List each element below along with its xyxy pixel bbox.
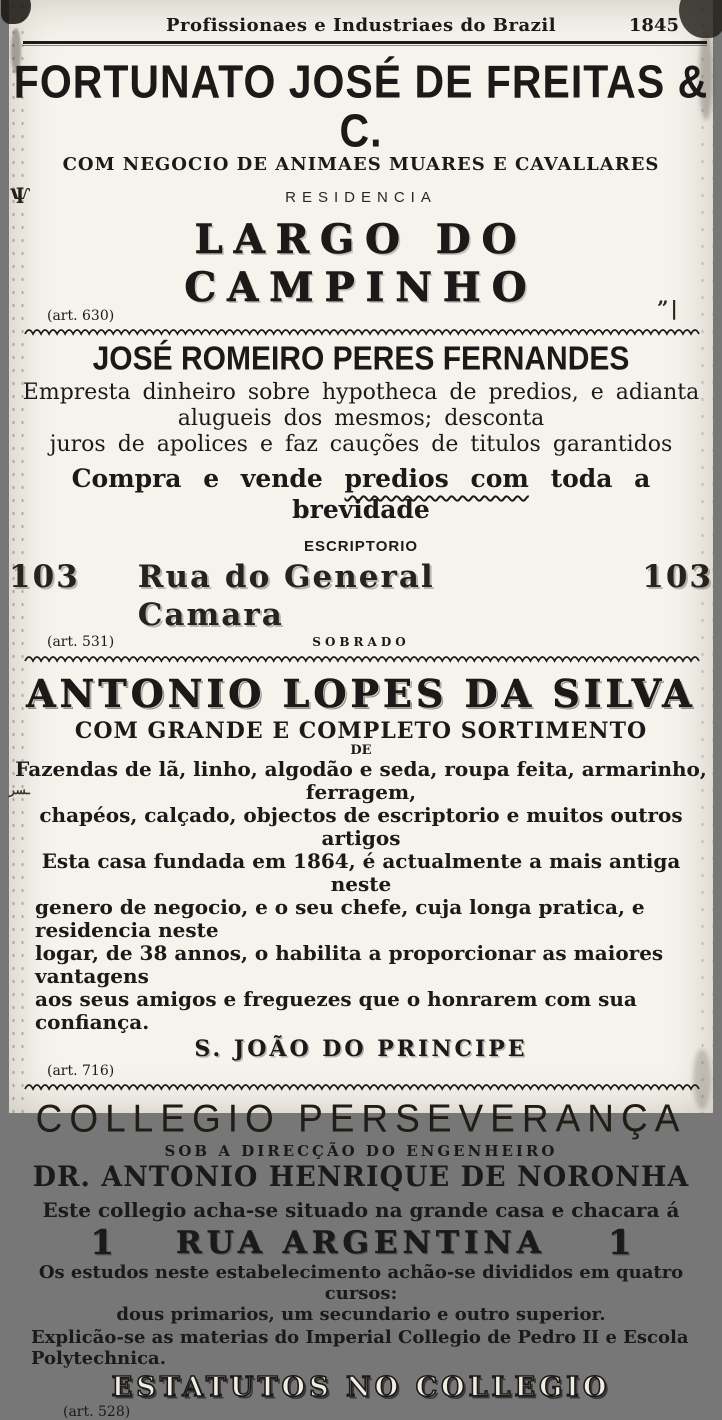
ad-address: LARGO DO CAMPINHO xyxy=(184,216,538,311)
street-number-left: 103 xyxy=(9,559,80,595)
page-header xyxy=(9,0,713,44)
scan-artifact-quote: ”| xyxy=(657,296,680,320)
office-label: ESCRIPTORIO xyxy=(303,538,419,555)
ad-body-line: Empresta dinheiro sobre hypotheca de predios, e adianta xyxy=(22,380,700,405)
residencia-label: RESIDENCIA xyxy=(285,189,437,206)
wavy-divider xyxy=(25,654,699,663)
ad-subtitle: COM GRANDE E COMPLETO SORTIMENTO xyxy=(74,718,648,744)
highlight-underlined: predios com xyxy=(344,464,529,493)
art-number: (art. 716) xyxy=(47,1063,115,1079)
footer-banner: ESTATUTOS NO COLLEGIO xyxy=(111,1372,611,1403)
art-sobrado-row xyxy=(9,634,713,651)
ad-body-line: Esta casa fundada em 1864, é actualmente a mais antiga neste xyxy=(41,849,681,896)
art-number: (art. 528) xyxy=(63,1404,131,1420)
ad-title: FORTUNATO JOSÉ DE FREITAS & C. xyxy=(13,55,709,157)
page-number: 1845 xyxy=(628,15,679,36)
highlight-pre: Compra e vende xyxy=(71,464,345,493)
ad-collegio xyxy=(9,1098,713,1420)
ad-body-line: dous primarios, um secundario e outro superior. xyxy=(116,1304,606,1325)
ad-highlight-line xyxy=(9,463,713,525)
ad-body-line: aos seus amigos e freguezes que o honrarem com sua confiança. xyxy=(35,987,637,1034)
street-number-right: 1 xyxy=(607,1223,632,1263)
ad-body-line: Este collegio acha-se situado na grande casa e chacara á xyxy=(42,1198,680,1222)
ad-title: JOSÉ ROMEIRO PERES FERNANDES xyxy=(92,341,630,378)
ad-body-line: Fazendas de lã, linho, algodão e seda, roupa feita, armarinho, ferragem, xyxy=(15,757,707,804)
ad-body-line: Os estudos neste estabelecimento achão-se divididos em quatro cursos: xyxy=(38,1262,684,1304)
ad-romeiro xyxy=(9,341,713,651)
wavy-divider xyxy=(25,1082,699,1091)
ad-subtitle: SOB A DIRECÇÃO DO ENGENHEIRO xyxy=(164,1142,558,1160)
header-rule xyxy=(23,41,707,44)
ad-title: ANTONIO LOPES DA SILVA xyxy=(26,671,696,716)
street-name: Rua do General Camara xyxy=(137,559,435,633)
scan-artifact-scribble: ـسر xyxy=(9,783,30,797)
ad-body-line: logar, de 38 annos, o habilita a proporcionar as maiores vantagens xyxy=(35,941,664,988)
scan-artifact-mark: Ѱ xyxy=(10,183,30,210)
sobrado-label: SOBRADO xyxy=(312,635,410,649)
ad-address xyxy=(9,558,713,634)
ad-address xyxy=(9,1224,713,1262)
wavy-divider xyxy=(25,327,699,336)
place-name: S. JOÃO DO PRINCIPE xyxy=(194,1036,528,1062)
street-number-left: 1 xyxy=(90,1223,115,1263)
de-label: DE xyxy=(350,743,372,758)
street-number-right: 103 xyxy=(642,559,713,595)
ad-subtitle: COM NEGOCIO DE ANIMAES MUARES E CAVALLARES xyxy=(62,154,660,175)
highlight-post: toda a brevidade xyxy=(292,464,651,524)
art-number: (art. 630) xyxy=(47,308,115,324)
ad-body-line: genero de negocio, e o seu chefe, cuja longa pratica, e residencia neste xyxy=(35,895,645,942)
director-name: DR. ANTONIO HENRIQUE DE NORONHA xyxy=(32,1160,690,1194)
ad-body-line: chapéos, calçado, objectos de escriptorio e muitos outros artigos xyxy=(39,803,683,850)
page-header-title: Profissionaes e Industriaes do Brazil xyxy=(165,15,557,36)
ad-body-line: juros de apolices e faz cauções de titulos garantidos xyxy=(49,432,673,457)
ad-body-line: alugueis dos mesmos; desconta xyxy=(177,406,545,431)
ad-lopes xyxy=(9,671,713,1079)
street-name: RUA ARGENTINA xyxy=(176,1225,546,1261)
ad-fortunato xyxy=(9,57,713,324)
ad-title: COLLEGIO PERSEVERANÇA xyxy=(35,1096,687,1140)
scanned-directory-page xyxy=(9,0,713,1420)
art-number: (art. 531) xyxy=(47,634,115,650)
ad-body-line: Explicão-se as materias do Imperial Collegio de Pedro II e Escola Polytechnica. xyxy=(31,1327,689,1369)
